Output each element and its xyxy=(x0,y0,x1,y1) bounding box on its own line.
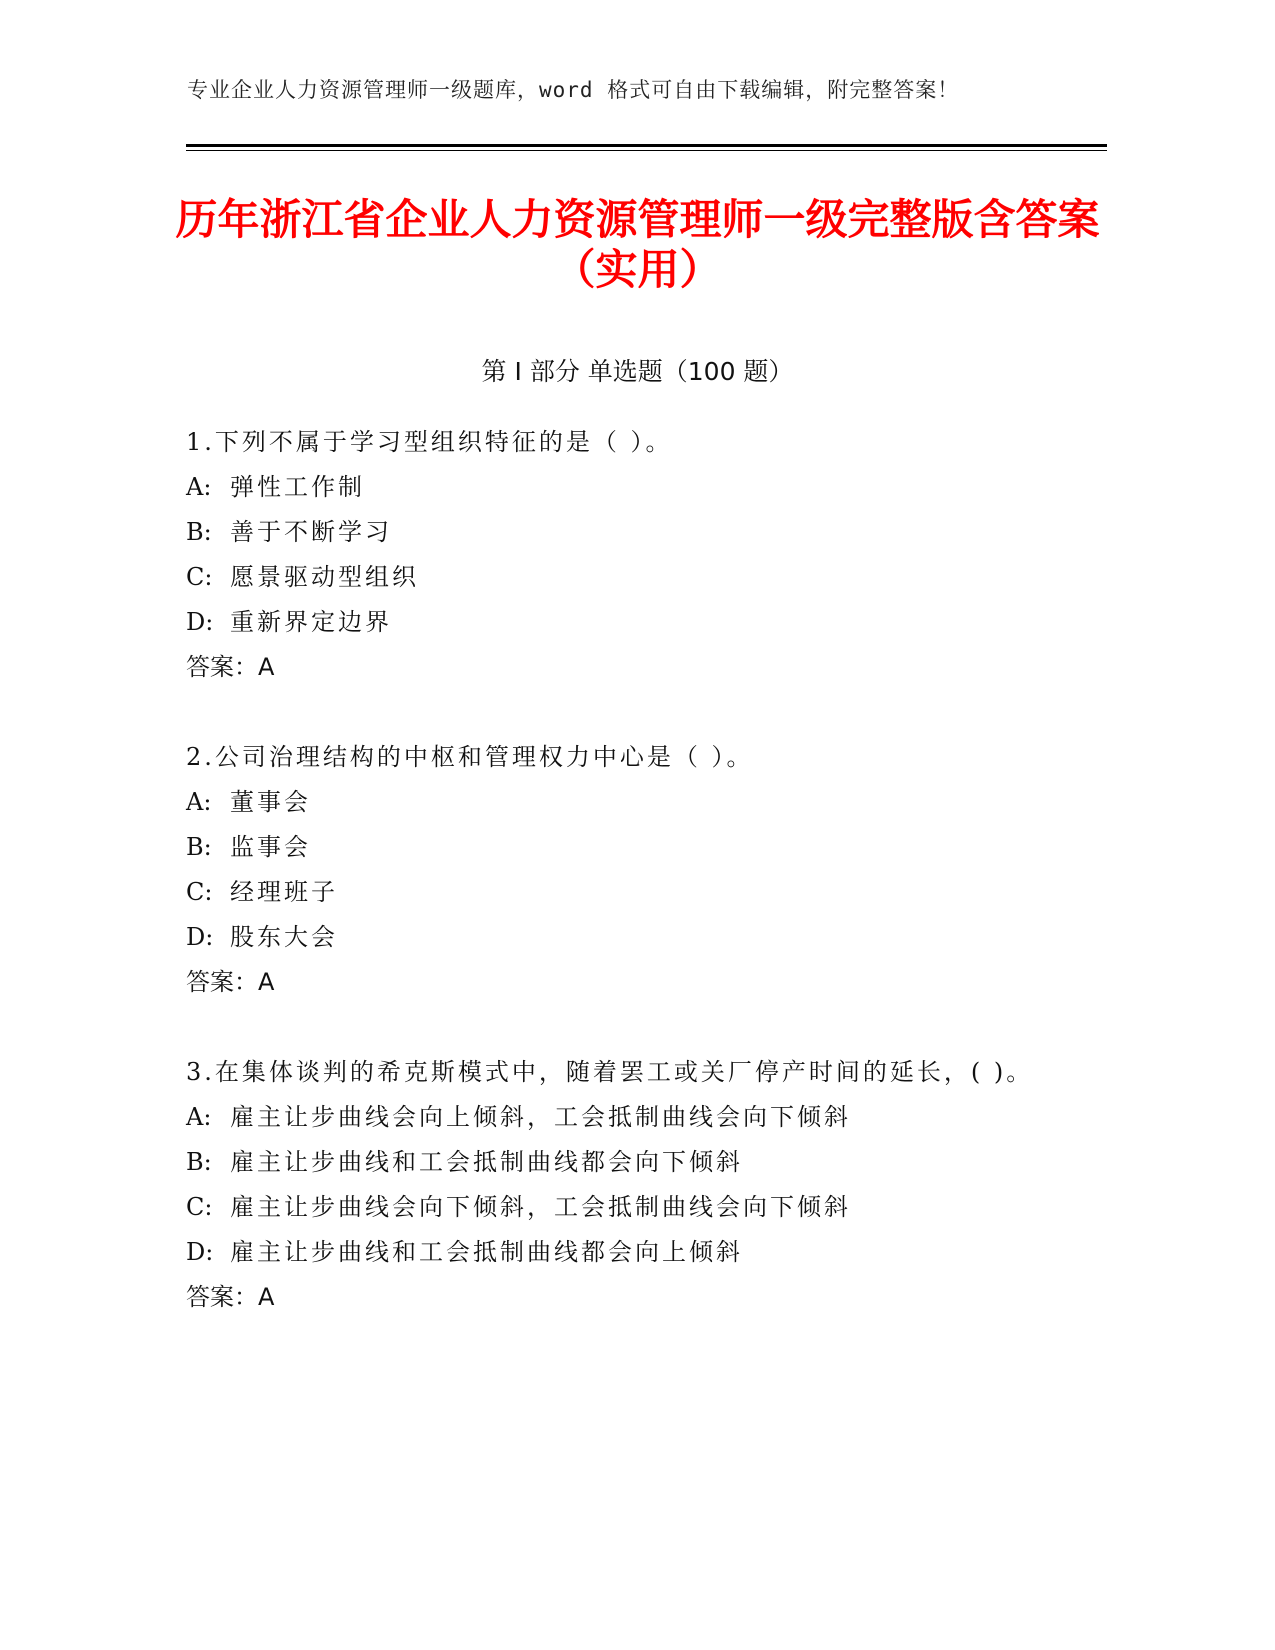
question-stem: 1.下列不属于学习型组织特征的是（ ）。 xyxy=(186,428,673,456)
option-key: C: xyxy=(186,878,213,906)
option-text: 愿景驱动型组织 xyxy=(230,563,419,591)
header-rule-thick xyxy=(186,144,1107,147)
option-text: 弹性工作制 xyxy=(230,473,365,501)
option-key: A: xyxy=(186,473,212,501)
section-heading: 第 I 部分 单选题（100 题） xyxy=(481,357,794,386)
question-3 xyxy=(186,1050,1086,1320)
option-b xyxy=(186,825,1086,870)
option-b xyxy=(186,1140,1086,1185)
option-key: D: xyxy=(186,608,214,636)
question-stem: 2.公司治理结构的中枢和管理权力中心是（ ）。 xyxy=(186,743,754,771)
option-text: 善于不断学习 xyxy=(230,518,392,546)
option-a xyxy=(186,1095,1086,1140)
option-c xyxy=(186,1185,1086,1230)
option-c xyxy=(186,555,1086,600)
option-d xyxy=(186,1230,1086,1275)
question-2 xyxy=(186,735,1086,1005)
option-d xyxy=(186,600,1086,645)
option-text: 雇主让步曲线和工会抵制曲线都会向下倾斜 xyxy=(230,1148,743,1176)
option-c xyxy=(186,870,1086,915)
option-key: B: xyxy=(186,1148,212,1176)
option-key: B: xyxy=(186,833,212,861)
header-rule-thin xyxy=(186,150,1107,151)
option-text: 监事会 xyxy=(230,833,311,861)
option-text: 董事会 xyxy=(230,788,311,816)
option-key: A: xyxy=(186,1103,212,1131)
document-title: 历年浙江省企业人力资源管理师一级完整版含答案（实用） xyxy=(175,195,1100,294)
option-key: C: xyxy=(186,563,213,591)
option-d xyxy=(186,915,1086,960)
option-key: A: xyxy=(186,788,212,816)
option-text: 雇主让步曲线和工会抵制曲线都会向上倾斜 xyxy=(230,1238,743,1266)
header-note: 专业企业人力资源管理师一级题库，word 格式可自由下载编辑，附完整答案！ xyxy=(187,78,960,102)
option-a xyxy=(186,780,1086,825)
option-a xyxy=(186,465,1086,510)
answer: 答案：A xyxy=(186,968,275,996)
option-text: 经理班子 xyxy=(230,878,338,906)
option-text: 重新界定边界 xyxy=(230,608,392,636)
option-b xyxy=(186,510,1086,555)
answer: 答案：A xyxy=(186,1283,275,1311)
option-text: 雇主让步曲线会向下倾斜，工会抵制曲线会向下倾斜 xyxy=(230,1193,851,1221)
option-key: B: xyxy=(186,518,212,546)
option-text: 雇主让步曲线会向上倾斜，工会抵制曲线会向下倾斜 xyxy=(230,1103,851,1131)
option-text: 股东大会 xyxy=(230,923,338,951)
question-1 xyxy=(186,420,1086,690)
answer: 答案：A xyxy=(186,653,275,681)
question-stem: 3.在集体谈判的希克斯模式中，随着罢工或关厂停产时间的延长，( )。 xyxy=(186,1058,1034,1086)
option-key: D: xyxy=(186,923,214,951)
option-key: C: xyxy=(186,1193,213,1221)
option-key: D: xyxy=(186,1238,214,1266)
